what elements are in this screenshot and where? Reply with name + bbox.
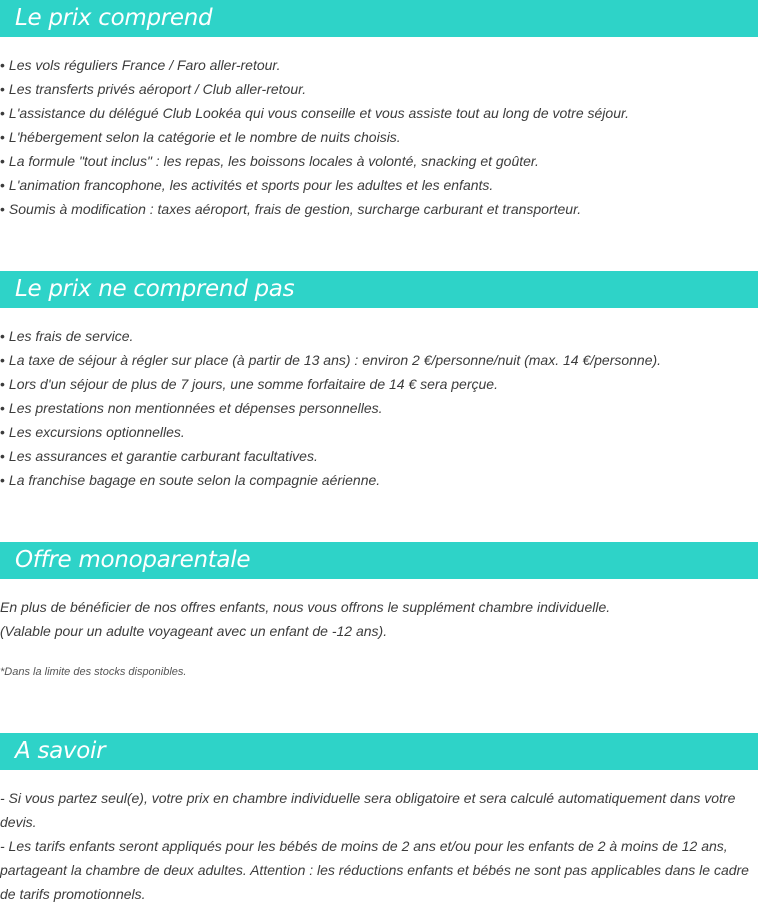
good-to-know-paragraph-2: - Les tarifs enfants seront appliqués pour les bébés de moins de 2 ans et/ou pour les enfants de 2 à moins de 12 ans, partageant la chambre de deux adultes. Attention : les réductions enfants et bébés ne sont pas applicables dans le cadre de tarifs promotionnels. xyxy=(0,838,749,902)
bullet-icon: • xyxy=(0,352,5,368)
bullet-icon: • xyxy=(0,81,5,97)
bullet-icon: • xyxy=(0,153,5,169)
included-list xyxy=(0,53,758,221)
bullet-icon: • xyxy=(0,448,5,464)
bullet-icon: • xyxy=(0,105,5,121)
list-item: • La formule "tout inclus" : les repas, les boissons locales à volonté, snacking et goûter. xyxy=(0,153,539,169)
list-item: • Les assurances et garantie carburant facultatives. xyxy=(0,448,318,464)
bullet-icon: • xyxy=(0,376,5,392)
bullet-icon: • xyxy=(0,177,5,193)
list-item: • Les excursions optionnelles. xyxy=(0,424,185,440)
list-item: • Les prestations non mentionnées et dépenses personnelles. xyxy=(0,400,383,416)
list-item: • L'animation francophone, les activités et sports pour les adultes et les enfants. xyxy=(0,177,494,193)
stock-note: *Dans la limite des stocks disponibles. xyxy=(0,666,187,678)
bullet-icon: • xyxy=(0,424,5,440)
bullet-icon: • xyxy=(0,129,5,145)
single-parent-line-2: (Valable pour un adulte voyageant avec un enfant de -12 ans). xyxy=(0,623,388,639)
section-header-good-to-know: A savoir xyxy=(0,733,758,770)
list-item: • L'assistance du délégué Club Lookéa qui vous conseille et vous assiste tout au long de votre séjour. xyxy=(0,105,630,121)
list-item: • La franchise bagage en soute selon la compagnie aérienne. xyxy=(0,472,381,488)
bullet-icon: • xyxy=(0,328,5,344)
list-item: • Les frais de service. xyxy=(0,328,134,344)
section-header-single-parent: Offre monoparentale xyxy=(0,542,758,579)
list-item: • Les transferts privés aéroport / Club aller-retour. xyxy=(0,81,307,97)
list-item: • L'hébergement selon la catégorie et le nombre de nuits choisis. xyxy=(0,129,401,145)
not-included-list xyxy=(0,324,758,492)
single-parent-text xyxy=(0,595,756,643)
section-header-included: Le prix comprend xyxy=(0,0,758,37)
list-item: • Soumis à modification : taxes aéroport, frais de gestion, surcharge carburant et transporteur. xyxy=(0,201,582,217)
bullet-icon: • xyxy=(0,472,5,488)
bullet-icon: • xyxy=(0,400,5,416)
list-item: • La taxe de séjour à régler sur place (à partir de 13 ans) : environ 2 €/personne/nuit (max. 14 €/personne). xyxy=(0,352,662,368)
good-to-know-paragraph-1: - Si vous partez seul(e), votre prix en chambre individuelle sera obligatoire et sera calculé automatiquement dans votre devis. xyxy=(0,790,736,830)
bullet-icon: • xyxy=(0,57,5,73)
list-item: • Lors d'un séjour de plus de 7 jours, une somme forfaitaire de 14 € sera perçue. xyxy=(0,376,498,392)
single-parent-line-1: En plus de bénéficier de nos offres enfants, nous vous offrons le supplément chambre individuelle. xyxy=(0,599,611,615)
bullet-icon: • xyxy=(0,201,5,217)
list-item: • Les vols réguliers France / Faro aller-retour. xyxy=(0,57,281,73)
section-header-not-included: Le prix ne comprend pas xyxy=(0,271,758,308)
